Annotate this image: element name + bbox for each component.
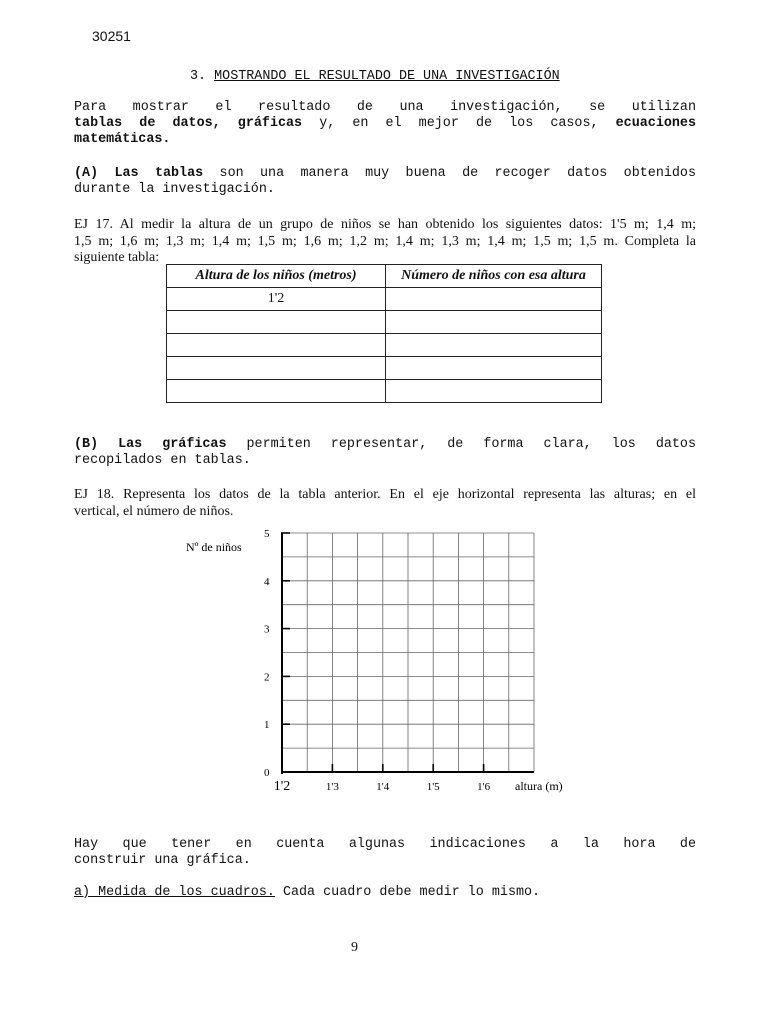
table-header-numero: Número de niños con esa altura xyxy=(386,265,602,288)
keyword-ecuaciones: ecuaciones xyxy=(615,116,696,131)
x-tick-label: 1'5 xyxy=(426,781,440,793)
closing-line-2: construir una gráfica. xyxy=(74,853,251,868)
x-tick-label: 1'4 xyxy=(376,781,390,793)
y-axis-label: Nº de niños xyxy=(186,540,242,554)
y-tick-label: 0 xyxy=(264,767,270,779)
axes xyxy=(281,533,534,774)
intro-mid: y, en el mejor de los casos, xyxy=(302,116,616,131)
table-cell[interactable] xyxy=(167,334,386,357)
y-tick-label: 2 xyxy=(264,671,270,684)
y-tick-label: 1 xyxy=(264,719,270,732)
indication-a-label: a) Medida de los cuadros. xyxy=(74,885,275,900)
indication-a-text: Cada cuadro debe medir lo mismo. xyxy=(274,885,541,900)
part-a-text-1: son una manera muy buena de recoger datos obtenidos xyxy=(203,166,697,181)
table-row xyxy=(167,288,602,311)
document-code: 30251 xyxy=(92,28,131,44)
section-number: 3. xyxy=(190,69,207,84)
y-tick-label: 3 xyxy=(264,623,270,636)
intro-sep: , xyxy=(212,116,238,131)
part-b-line-1 xyxy=(74,437,696,453)
x-axis-label: altura (m) xyxy=(515,779,563,793)
table-cell[interactable]: 1'2 xyxy=(167,288,386,311)
table-cell[interactable] xyxy=(386,380,602,403)
table-header-row xyxy=(167,265,602,288)
part-a-label: (A) Las tablas xyxy=(74,166,204,181)
table-cell[interactable] xyxy=(386,288,602,311)
table-cell[interactable] xyxy=(386,334,602,357)
closing-line-1: Hay que tener en cuenta algunas indicaciones a la hora de xyxy=(74,837,696,852)
empty-graph-grid[interactable] xyxy=(170,525,590,800)
ej18-line-2: vertical, el número de niños. xyxy=(74,504,234,519)
keyword-tablas: tablas de datos xyxy=(74,116,213,131)
table-row xyxy=(167,380,602,403)
part-b-text-1: permiten representar, de forma clara, los datos xyxy=(226,437,696,452)
ej17-line-2: 1,5 m; 1,6 m; 1,3 m; 1,4 m; 1,5 m; 1,6 m; 1,2 m; 1,4 m; 1,3 m; 1,4 m; 1,5 m; 1,5 m. Completa la xyxy=(74,234,696,249)
part-a-line-1 xyxy=(74,166,696,182)
y-tick-labels xyxy=(264,528,290,779)
section-title xyxy=(190,69,560,85)
table-cell[interactable] xyxy=(386,311,602,334)
table-cell[interactable] xyxy=(167,380,386,403)
grid-lines xyxy=(282,533,534,772)
part-a-line-2: durante la investigación. xyxy=(74,182,275,197)
x-tick-label: 1'3 xyxy=(325,781,339,793)
table-cell[interactable] xyxy=(167,311,386,334)
section-title-text: MOSTRANDO EL RESULTADO DE UNA INVESTIGACIÓN xyxy=(214,69,560,84)
y-tick-label: 4 xyxy=(264,575,270,588)
table-row xyxy=(167,334,602,357)
y-tick-label: 5 xyxy=(264,528,270,540)
part-b-line-2: recopilados en tablas. xyxy=(74,453,251,468)
ej17-line-3: siguiente tabla: xyxy=(74,250,160,265)
intro-line-2 xyxy=(74,116,696,132)
table-cell[interactable] xyxy=(167,357,386,380)
table-row xyxy=(167,311,602,334)
keyword-graficas: gráficas xyxy=(237,116,303,131)
intro-line-1: Para mostrar el resultado de una investigación, se utilizan xyxy=(74,100,696,115)
table-header-altura: Altura de los niños (metros) xyxy=(167,265,386,288)
ej18-line-1: EJ 18. Representa los datos de la tabla anterior. En el eje horizontal representa las alturas; en el xyxy=(74,487,696,502)
height-data-table xyxy=(166,264,602,403)
x-tick-label: 1'2 xyxy=(273,779,291,794)
intro-line-3 xyxy=(74,132,170,148)
page-number: 9 xyxy=(351,940,358,955)
part-b-label: (B) Las gráficas xyxy=(74,437,227,452)
table-cell[interactable] xyxy=(386,357,602,380)
ej17-line-1: EJ 17. Al medir la altura de un grupo de niños se han obtenido los siguientes datos: 1'5 m; 1,4 m; xyxy=(74,217,696,232)
closing-line-3 xyxy=(74,885,540,901)
keyword-matematicas: matemáticas xyxy=(74,132,163,147)
intro-end: . xyxy=(162,132,171,147)
table-row xyxy=(167,357,602,380)
x-tick-label: 1'6 xyxy=(477,781,491,793)
